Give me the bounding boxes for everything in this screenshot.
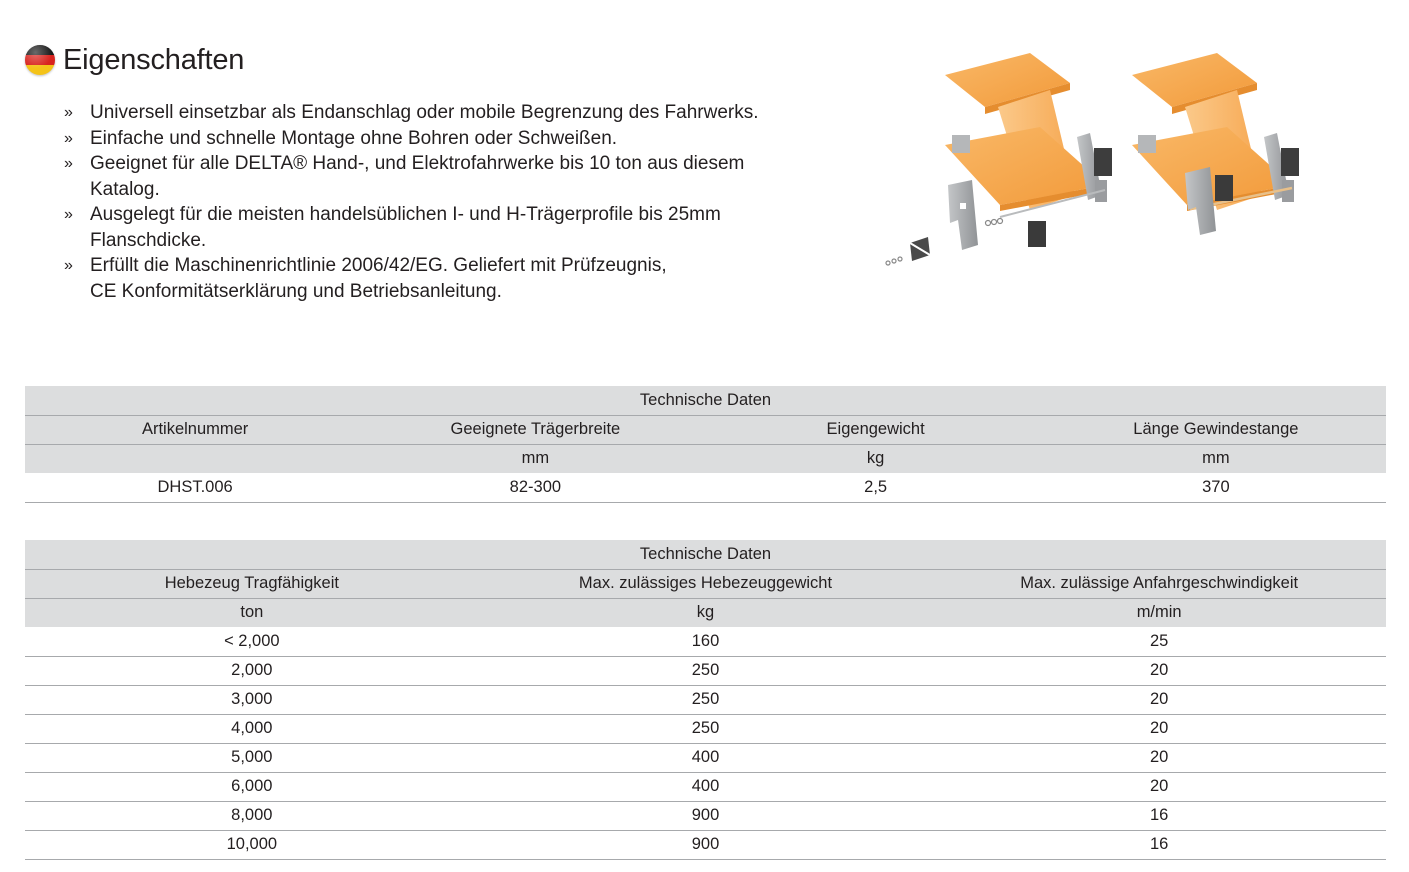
table-row xyxy=(25,714,1386,743)
table-caption-row xyxy=(25,386,1386,415)
list-item xyxy=(62,126,822,152)
unit-cell: m/min xyxy=(932,598,1386,627)
unit-cell: mm xyxy=(1046,444,1386,473)
beam-assembled-view xyxy=(1132,53,1299,235)
column-header: Länge Gewindestange xyxy=(1046,415,1386,444)
feature-text: Ausgelegt für die meisten handelsüblichen I- und H-Trägerprofile bis 25mm Flanschdicke. xyxy=(90,204,721,251)
table-row xyxy=(25,656,1386,685)
list-item xyxy=(62,253,822,304)
list-item xyxy=(62,100,822,126)
table-row xyxy=(25,801,1386,830)
column-header: Eigengewicht xyxy=(706,415,1046,444)
speed-cell: 20 xyxy=(932,656,1386,685)
speed-cell: 20 xyxy=(932,743,1386,772)
speed-cell: 16 xyxy=(932,801,1386,830)
product-illustration xyxy=(880,45,1310,275)
list-item xyxy=(62,202,822,253)
capacity-cell: 3,000 xyxy=(25,685,479,714)
specs-table-article xyxy=(25,386,1386,503)
table-row xyxy=(25,743,1386,772)
hoist-weight-cell: 250 xyxy=(479,656,933,685)
column-header: Artikelnummer xyxy=(25,415,365,444)
page-title: Eigenschaften xyxy=(63,43,245,76)
capacity-cell: 8,000 xyxy=(25,801,479,830)
capacity-cell: 10,000 xyxy=(25,830,479,859)
speed-cell: 20 xyxy=(932,714,1386,743)
table-units-row xyxy=(25,444,1386,473)
bullet-icon: » xyxy=(64,104,73,121)
list-item xyxy=(62,151,822,202)
column-header: Geeignete Trägerbreite xyxy=(365,415,705,444)
table-caption: Technische Daten xyxy=(25,386,1386,415)
speed-cell: 25 xyxy=(932,627,1386,656)
unit-cell: kg xyxy=(706,444,1046,473)
bullet-icon: » xyxy=(64,257,73,274)
capacity-cell: 5,000 xyxy=(25,743,479,772)
table-row xyxy=(25,830,1386,859)
weight-cell: 2,5 xyxy=(706,473,1046,502)
column-header: Max. zulässiges Hebezeuggewicht xyxy=(479,569,933,598)
hoist-weight-cell: 160 xyxy=(479,627,933,656)
column-header: Hebezeug Tragfähigkeit xyxy=(25,569,479,598)
bullet-icon: » xyxy=(64,206,73,223)
speed-cell: 16 xyxy=(932,830,1386,859)
bullet-icon: » xyxy=(64,129,73,147)
capacity-cell: 4,000 xyxy=(25,714,479,743)
table-header-row xyxy=(25,569,1386,598)
column-header: Max. zulässige Anfahrgeschwindigkeit xyxy=(932,569,1386,598)
hoist-weight-cell: 250 xyxy=(479,714,933,743)
unit-cell: mm xyxy=(365,444,705,473)
speed-cell: 20 xyxy=(932,685,1386,714)
table-caption-row xyxy=(25,540,1386,569)
unit-cell: kg xyxy=(479,598,933,627)
table-row xyxy=(25,627,1386,656)
article-number-cell: DHST.006 xyxy=(25,473,365,502)
feature-text: Erfüllt die Maschinenrichtlinie 2006/42/EG. Geliefert mit Prüfzeugnis, CE Konformitätserklärung und Betriebsanleitung. xyxy=(90,255,667,302)
hoist-weight-cell: 400 xyxy=(479,743,933,772)
feature-list xyxy=(62,100,822,304)
hoist-weight-cell: 900 xyxy=(479,830,933,859)
beam-width-cell: 82-300 xyxy=(365,473,705,502)
specs-table-capacity xyxy=(25,540,1386,860)
bullet-icon: » xyxy=(64,155,73,172)
speed-cell: 20 xyxy=(932,772,1386,801)
hoist-weight-cell: 250 xyxy=(479,685,933,714)
table-units-row xyxy=(25,598,1386,627)
unit-cell: ton xyxy=(25,598,479,627)
rod-length-cell: 370 xyxy=(1046,473,1386,502)
feature-text: Einfache und schnelle Montage ohne Bohren oder Schweißen. xyxy=(90,127,618,149)
table-row xyxy=(25,473,1386,502)
capacity-cell: 2,000 xyxy=(25,656,479,685)
table-caption: Technische Daten xyxy=(25,540,1386,569)
table-header-row xyxy=(25,415,1386,444)
unit-cell xyxy=(25,444,365,473)
beam-exploded-view xyxy=(886,53,1112,265)
hoist-weight-cell: 900 xyxy=(479,801,933,830)
table-row xyxy=(25,772,1386,801)
capacity-cell: 6,000 xyxy=(25,772,479,801)
capacity-cell: < 2,000 xyxy=(25,627,479,656)
germany-flag-icon xyxy=(25,45,55,75)
hoist-weight-cell: 400 xyxy=(479,772,933,801)
section-header xyxy=(25,40,244,80)
feature-text: Geeignet für alle DELTA® Hand-, und Elektrofahrwerke bis 10 ton aus diesem Katalog. xyxy=(90,153,745,200)
feature-text: Universell einsetzbar als Endanschlag oder mobile Begrenzung des Fahrwerks. xyxy=(90,102,759,123)
table-row xyxy=(25,685,1386,714)
